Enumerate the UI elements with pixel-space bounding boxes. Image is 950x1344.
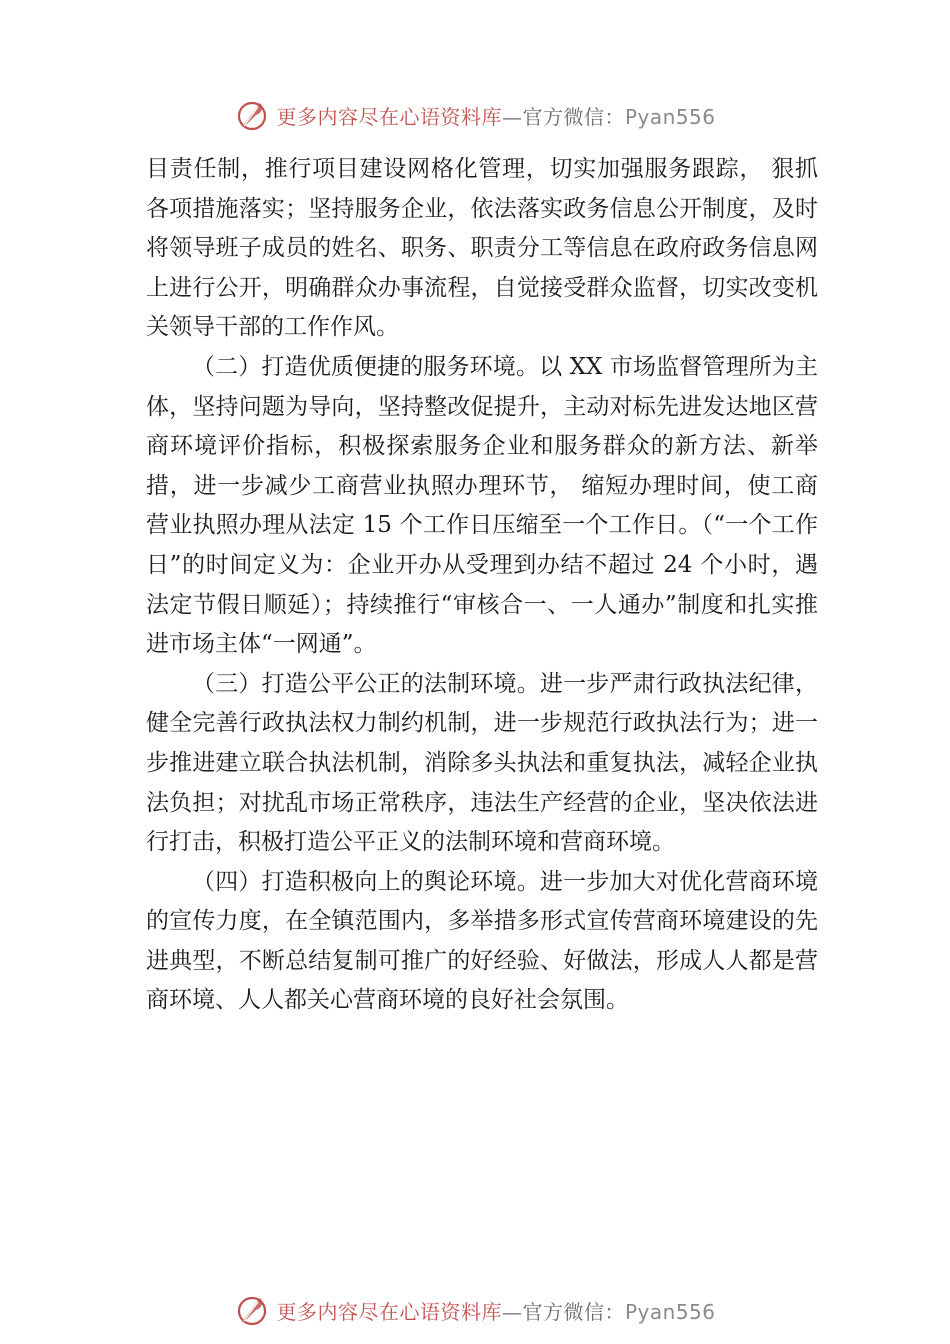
header-watermark (0, 95, 950, 135)
paragraph-1: 目责任制，推行项目建设网格化管理，切实加强服务跟踪， 狠抓各项措施落实；坚持服务企业，依法落实政务信息公开制度，及时将领导班子成员的姓名、职务、职责分工等信息在政府政务信息网上进行公开，明确群众办事流程，自觉接受群众监督，切实改变机关领导干部的工作作风。 (146, 156, 818, 341)
watermark-wechat-id: Pyan556 (624, 104, 716, 129)
paragraph-2: （二）打造优质便捷的服务环境。以 XX 市场监督管理所为主体，坚持问题为导向，坚持整改促提升，主动对标先进发达地区营商环境评价指标，积极探索服务企业和服务群众的新方法、新举措，进一步减少工商营业执照办理环节， 缩短办理时间，使工商营业执照办理从法定 15 个工作日压缩至一个工作日。（“一个工作日”的时间定义为：企业开办从受理到办结不超过 24 个小时，遇法定节假日顺延）；持续推行“审核合一、一人通办”制度和扎实推进市场主体“一网通”。 (146, 353, 818, 658)
watermark-site-name: 更多内容尽在心语资料库 (276, 104, 502, 129)
watermark-wechat-label: 官方微信： (522, 104, 625, 129)
paragraph-3: （三）打造公平公正的法制环境。进一步严肃行政执法纪律，健全完善行政执法权力制约机制，进一步规范行政执法行为；进一步推进建立联合执法机制，消除多头执法和重复执法，减轻企业执法负担；对扰乱市场正常秩序，违法生产经营的企业，坚决依法进行打击，积极打造公平正义的法制环境和营商环境。 (146, 670, 818, 856)
watermark-dash: — (501, 104, 523, 129)
watermark-text (276, 101, 715, 130)
quill-pen-logo-icon (234, 97, 270, 133)
watermark-wechat-label: 官方微信： (522, 1299, 625, 1324)
watermark-wechat-id: Pyan556 (624, 1299, 716, 1324)
document-body (146, 150, 818, 1021)
watermark-text (276, 1296, 715, 1325)
quill-pen-logo-icon (234, 1292, 270, 1328)
footer-watermark (0, 1290, 950, 1330)
watermark-site-name: 更多内容尽在心语资料库 (276, 1299, 502, 1324)
watermark-dash: — (501, 1299, 523, 1324)
paragraph-4: （四）打造积极向上的舆论环境。进一步加大对优化营商环境的宣传力度，在全镇范围内，多举措多形式宣传营商环境建设的先进典型，不断总结复制可推广的好经验、好做法，形成人人都是营商环境、人人都关心营商环境的良好社会氛围。 (146, 868, 818, 1014)
